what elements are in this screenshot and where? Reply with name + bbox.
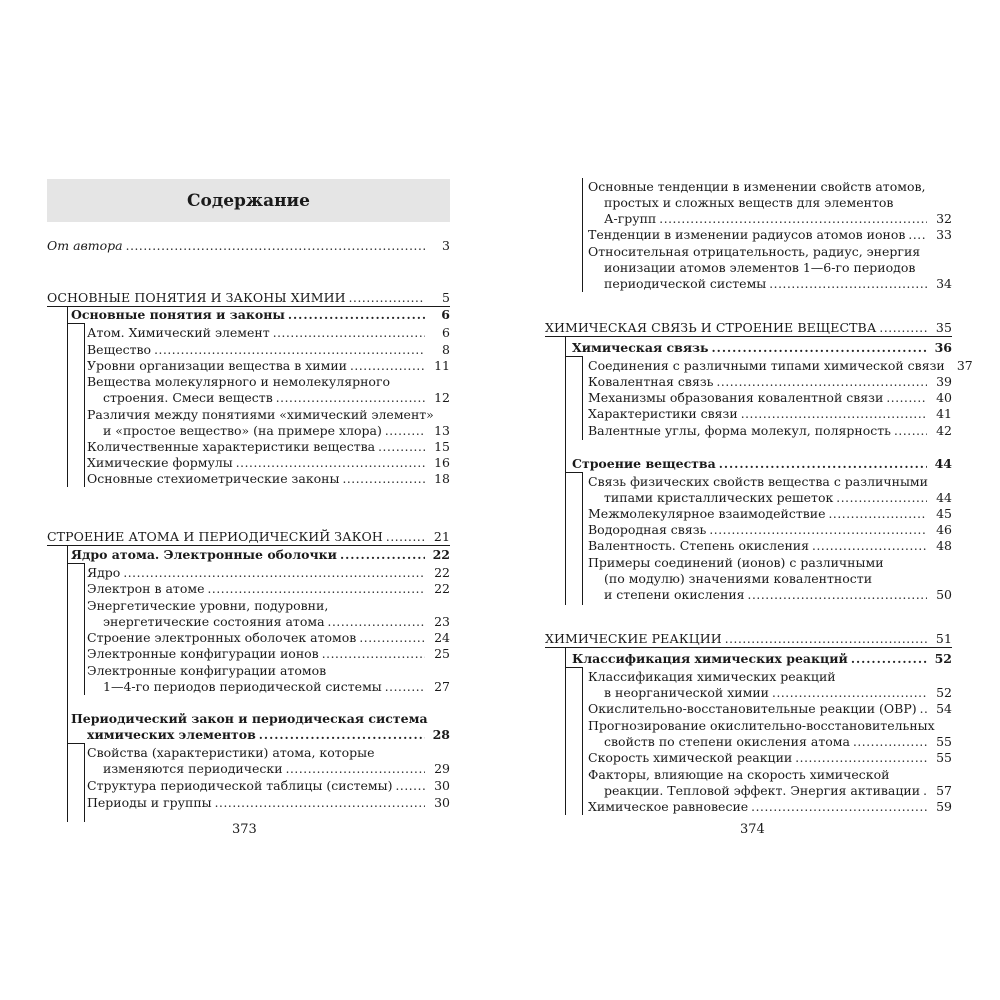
toc-section-page: 5 <box>441 290 450 305</box>
toc-item-title: 1—4-го периодов периодической системы <box>103 679 382 694</box>
toc-item-title: и степени окисления <box>604 587 745 602</box>
toc-item-page: 23 <box>434 614 450 629</box>
toc-item-title: Периоды и группы <box>87 795 212 810</box>
leader-dots <box>385 423 425 439</box>
contents-heading <box>47 179 450 222</box>
toc-item-title: изменяются периодически <box>103 761 283 776</box>
toc-item[interactable] <box>604 734 952 750</box>
leader-dots <box>123 565 425 581</box>
leader-dots <box>712 340 927 356</box>
toc-sub-3[interactable] <box>87 727 450 743</box>
toc-item-title: Тенденции в изменении радиусов атомов ионов <box>588 227 906 242</box>
toc-item-line1: Различия между понятиями «химический элемент» <box>87 407 434 422</box>
toc-sub-title: Строение вещества <box>572 456 716 471</box>
toc-item-page: 13 <box>434 423 450 438</box>
sub-bracket <box>582 178 583 292</box>
toc-item-title: реакции. Тепловой эффект. Энергия активации <box>604 783 921 798</box>
toc-item-page: 50 <box>936 587 952 602</box>
toc-item-line2: ионизации атомов элементов 1—6-го периодов <box>604 260 916 275</box>
toc-item-line1: Энергетические уровни, подуровни, <box>87 598 329 613</box>
leader-dots <box>851 651 927 667</box>
toc-item-page: 52 <box>936 685 952 700</box>
toc-section-1[interactable] <box>47 290 450 306</box>
toc-item-title: Водородная связь <box>588 522 707 537</box>
toc-item[interactable] <box>87 795 450 811</box>
toc-item-title: Валентность. Степень окисления <box>588 538 810 553</box>
toc-item-page: 34 <box>936 276 952 291</box>
toc-item-page: 37 <box>956 358 973 373</box>
toc-item-title: Электронные конфигурации ионов <box>87 646 319 661</box>
toc-item[interactable] <box>588 358 973 374</box>
leader-dots <box>836 490 927 506</box>
toc-item-title: свойств по степени окисления атома <box>604 734 850 749</box>
toc-item-title: Ковалентная связь <box>588 374 714 389</box>
toc-item-page: 54 <box>936 701 952 716</box>
section-rule <box>545 647 952 648</box>
leader-dots <box>659 211 927 227</box>
section-rule <box>545 336 952 337</box>
toc-sub-title: Классификация химических реакций <box>572 651 848 666</box>
toc-item[interactable] <box>87 565 450 581</box>
sub-rule <box>565 356 583 357</box>
toc-section-page: 21 <box>433 529 450 544</box>
toc-item-page: 22 <box>434 581 450 596</box>
toc-item-page: 57 <box>936 783 952 798</box>
toc-sub-page: 22 <box>432 547 450 562</box>
toc-item-page: 30 <box>434 795 450 810</box>
toc-item-line1: Факторы, влияющие на скорость химической <box>588 767 890 782</box>
sub-bracket <box>582 472 583 605</box>
toc-item-page: 32 <box>936 211 952 226</box>
toc-item-title: Вещество <box>87 342 152 357</box>
toc-item-page: 8 <box>442 342 450 357</box>
toc-section-title: ХИМИЧЕСКИЕ РЕАКЦИИ <box>545 631 722 646</box>
toc-item[interactable] <box>103 679 450 695</box>
leader-dots <box>741 406 927 422</box>
toc-sub-title: химических элементов <box>87 727 256 742</box>
leader-dots <box>908 227 927 243</box>
toc-item-line2: (по модулю) значениями ковалентности <box>604 571 873 586</box>
contents-heading-text: Содержание <box>187 190 310 211</box>
toc-item-title: Структура периодической таблицы (системы) <box>87 778 393 793</box>
leader-dots <box>126 238 425 254</box>
leader-dots <box>920 701 927 717</box>
toc-section-title: СТРОЕНИЕ АТОМА И ПЕРИОДИЧЕСКИЙ ЗАКОН <box>47 529 383 544</box>
toc-item-title: Ядро <box>87 565 121 580</box>
sub-rule <box>565 667 583 668</box>
leader-dots <box>154 342 425 358</box>
toc-sub-5[interactable] <box>572 456 952 472</box>
sub-rule <box>67 563 85 564</box>
toc-item[interactable] <box>588 227 952 243</box>
toc-item-title: Окислительно-восстановительные реакции (ОВР) <box>588 701 917 716</box>
toc-sub-2[interactable] <box>71 547 450 563</box>
leader-dots <box>886 390 927 406</box>
leader-dots <box>751 799 927 815</box>
page-number-left: 373 <box>232 822 257 837</box>
toc-item-line1: Классификация химических реакций <box>588 669 836 684</box>
sub-bracket <box>84 563 85 695</box>
toc-item[interactable] <box>87 325 450 341</box>
sub-bracket <box>84 323 85 487</box>
toc-item-title: Валентные углы, форма молекул, полярность <box>588 423 891 438</box>
toc-item-line1: Примеры соединений (ионов) с различными <box>588 555 884 570</box>
sub-rule <box>565 472 583 473</box>
toc-item-title: в неорганической химии <box>604 685 770 700</box>
toc-item-page: 55 <box>936 750 952 765</box>
leader-dots <box>748 587 927 603</box>
sub-bracket <box>582 356 583 440</box>
toc-item[interactable] <box>588 374 952 390</box>
toc-item-title: Скорость химической реакции <box>588 750 793 765</box>
leader-dots <box>795 750 927 766</box>
toc-item[interactable] <box>87 630 450 646</box>
leader-dots <box>208 581 426 597</box>
toc-item-page: 15 <box>434 439 450 454</box>
toc-item[interactable] <box>87 778 450 794</box>
toc-item[interactable] <box>87 581 450 597</box>
toc-item-title: строения. Смеси веществ <box>103 390 273 405</box>
toc-item-page: 41 <box>936 406 952 421</box>
toc-item-title: Межмолекулярное взаимодействие <box>588 506 826 521</box>
toc-section-2[interactable] <box>47 529 450 545</box>
toc-item[interactable] <box>103 390 450 406</box>
toc-item[interactable] <box>604 685 952 701</box>
leader-dots <box>215 795 425 811</box>
toc-sub-1[interactable] <box>71 307 450 323</box>
sub-bracket <box>84 743 85 822</box>
toc-item-page: 11 <box>434 358 450 373</box>
toc-section-page: 35 <box>935 320 952 335</box>
toc-entry-title: От автора <box>47 238 123 253</box>
leader-dots <box>385 679 425 695</box>
toc-item-page: 46 <box>936 522 952 537</box>
section-rule <box>47 545 450 546</box>
toc-item-title: Уровни организации вещества в химии <box>87 358 347 373</box>
toc-item[interactable] <box>87 455 450 471</box>
toc-sub-6[interactable] <box>572 651 952 667</box>
toc-item[interactable] <box>588 538 952 554</box>
toc-item[interactable] <box>604 490 952 506</box>
section-bracket <box>67 545 68 822</box>
toc-item-page: 16 <box>434 455 450 470</box>
toc-item-title: Характеристики связи <box>588 406 738 421</box>
toc-sub-page: 28 <box>432 727 450 742</box>
leader-dots <box>386 529 425 545</box>
toc-item-line1: Прогнозирование окислительно-восстановительных <box>588 718 935 733</box>
toc-item-title: и «простое вещество» (на примере хлора) <box>103 423 382 438</box>
toc-item[interactable] <box>87 342 450 358</box>
toc-item-page: 45 <box>936 506 952 521</box>
toc-section-3[interactable] <box>545 320 952 336</box>
leader-dots <box>812 538 927 554</box>
toc-item[interactable] <box>604 276 952 292</box>
toc-item-line1: Связь физических свойств вещества с различными <box>588 474 928 489</box>
toc-item-page: 55 <box>936 734 952 749</box>
toc-item-page: 27 <box>434 679 450 694</box>
toc-item-title: Атом. Химический элемент <box>87 325 270 340</box>
toc-section-page: 51 <box>935 631 952 646</box>
section-bracket <box>67 306 68 487</box>
leader-dots <box>725 631 927 647</box>
toc-entry-page: 3 <box>442 238 450 253</box>
leader-dots <box>894 423 927 439</box>
toc-sub-page: 44 <box>934 456 952 471</box>
leader-dots <box>879 320 927 336</box>
sub-bracket <box>582 667 583 815</box>
toc-item-page: 59 <box>936 799 952 814</box>
toc-item[interactable] <box>604 587 952 603</box>
toc-item[interactable] <box>588 701 952 717</box>
toc-item[interactable] <box>87 471 450 487</box>
toc-item-page: 22 <box>434 565 450 580</box>
leader-dots <box>829 506 928 522</box>
toc-item-title: Электрон в атоме <box>87 581 205 596</box>
toc-item-line1: Электронные конфигурации атомов <box>87 663 327 678</box>
toc-item-page: 48 <box>936 538 952 553</box>
toc-item[interactable] <box>103 423 450 439</box>
leader-dots <box>273 325 425 341</box>
toc-item-page: 29 <box>434 761 450 776</box>
leader-dots <box>378 439 425 455</box>
leader-dots <box>342 471 425 487</box>
toc-section-title: ОСНОВНЫЕ ПОНЯТИЯ И ЗАКОНЫ ХИМИИ <box>47 290 346 305</box>
leader-dots <box>350 358 425 374</box>
toc-item-page: 18 <box>434 471 450 486</box>
leader-dots <box>719 456 927 472</box>
toc-item[interactable] <box>103 761 450 777</box>
leader-dots <box>772 685 927 701</box>
toc-item-page: 40 <box>936 390 952 405</box>
toc-entry-from-author[interactable] <box>47 238 450 254</box>
toc-sub-page: 52 <box>934 651 952 666</box>
toc-sub-title: Основные понятия и законы <box>71 307 285 322</box>
toc-item[interactable] <box>588 423 952 439</box>
toc-item[interactable] <box>588 390 952 406</box>
toc-item-title: Количественные характеристики вещества <box>87 439 376 454</box>
leader-dots <box>853 734 927 750</box>
sub-rule <box>67 323 85 324</box>
leader-dots <box>340 547 425 563</box>
toc-item-title: А-групп <box>604 211 657 226</box>
toc-section-4[interactable] <box>545 631 952 647</box>
leader-dots <box>395 778 425 794</box>
toc-item-page: 6 <box>442 325 450 340</box>
toc-sub-page: 36 <box>934 340 952 355</box>
leader-dots <box>322 646 425 662</box>
toc-item-page: 33 <box>936 227 952 242</box>
toc-item-title: энергетические состояния атома <box>103 614 325 629</box>
toc-item[interactable] <box>588 522 952 538</box>
toc-item[interactable] <box>604 783 952 799</box>
toc-item-line1: Вещества молекулярного и немолекулярного <box>87 374 391 389</box>
leader-dots <box>286 761 425 777</box>
toc-item-title: Механизмы образования ковалентной связи <box>588 390 884 405</box>
leader-dots <box>259 727 425 743</box>
toc-sub-4[interactable] <box>572 340 952 356</box>
toc-item-line1: Относительная отрицательность, радиус, энергия <box>588 244 921 259</box>
toc-item-title: Химическое равновесие <box>588 799 749 814</box>
toc-item[interactable] <box>87 358 450 374</box>
toc-item-line1: Основные тенденции в изменении свойств атомов, <box>588 179 926 194</box>
toc-item-page: 12 <box>434 390 450 405</box>
toc-item-line1: Свойства (характеристики) атома, которые <box>87 745 375 760</box>
toc-item[interactable] <box>87 646 450 662</box>
toc-sub-page: 6 <box>441 307 450 322</box>
toc-item[interactable] <box>103 614 450 630</box>
toc-item-page: 30 <box>434 778 450 793</box>
toc-sub-3-line1: Периодический закон и периодическая система <box>71 711 428 726</box>
toc-item-title: периодической системы <box>604 276 767 291</box>
toc-item[interactable] <box>604 211 952 227</box>
toc-item-title: типами кристаллических решеток <box>604 490 834 505</box>
toc-section-title: ХИМИЧЕСКАЯ СВЯЗЬ И СТРОЕНИЕ ВЕЩЕСТВА <box>545 320 877 335</box>
leader-dots <box>276 390 425 406</box>
toc-item[interactable] <box>588 750 952 766</box>
toc-item-page: 44 <box>936 490 952 505</box>
toc-item-line2: простых и сложных веществ для элементов <box>604 195 894 210</box>
leader-dots <box>769 276 927 292</box>
leader-dots <box>349 290 425 306</box>
toc-item[interactable] <box>588 799 952 815</box>
leader-dots <box>923 783 927 799</box>
toc-item-page: 39 <box>936 374 952 389</box>
leader-dots <box>709 522 927 538</box>
toc-item-page: 24 <box>434 630 450 645</box>
sub-rule <box>67 743 85 744</box>
toc-item-title: Основные стехиометрические законы <box>87 471 340 486</box>
leader-dots <box>716 374 927 390</box>
section-bracket <box>565 647 566 815</box>
leader-dots <box>288 307 425 323</box>
toc-item-page: 25 <box>434 646 450 661</box>
toc-item-title: Соединения с различными типами химической связи <box>588 358 945 373</box>
leader-dots <box>328 614 425 630</box>
leader-dots <box>359 630 425 646</box>
toc-sub-title: Ядро атома. Электронные оболочки <box>71 547 337 562</box>
leader-dots <box>236 455 425 471</box>
toc-sub-title: Химическая связь <box>572 340 709 355</box>
toc-item[interactable] <box>87 439 450 455</box>
toc-item-page: 42 <box>936 423 952 438</box>
section-bracket <box>565 336 566 605</box>
toc-item[interactable] <box>588 506 952 522</box>
toc-item[interactable] <box>588 406 952 422</box>
page-number-right: 374 <box>740 822 765 837</box>
toc-item-title: Химические формулы <box>87 455 233 470</box>
toc-item-title: Строение электронных оболочек атомов <box>87 630 357 645</box>
